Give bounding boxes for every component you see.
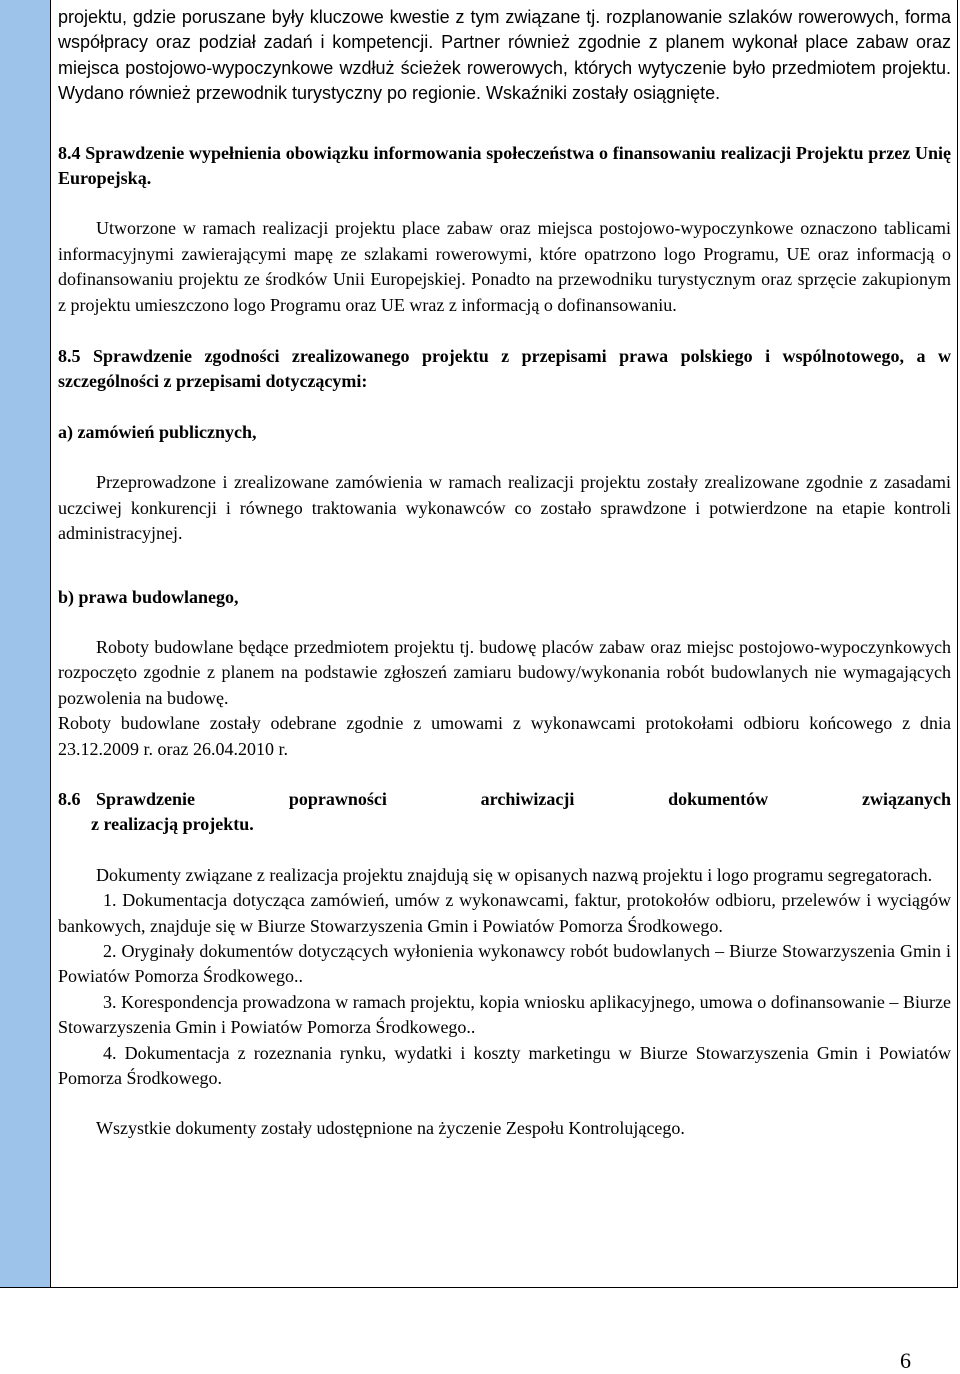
subsection-a-heading: a) zamówień publicznych,	[58, 421, 257, 442]
left-margin-bar	[0, 0, 51, 1287]
section-8-6-paragraph: Dokumenty związane z realizacja projektu znajdują się w opisanych nazwą projektu i logo programu segregatorach.	[96, 864, 933, 885]
section-8-4-text-b: Ponadto na przewodniku turystycznym oraz sprzęcie zakupionym z projektu umieszczono logo Programu oraz UE wraz z informacją o dofinansowaniu.	[58, 269, 951, 315]
document-list-item-3: 3. Korespondencja prowadzona w ramach projektu, kopia wniosku aplikacyjnego, umowa o dofinansowanie – Biurze Stowarzyszenia Gmin i Powiatów Pomorza Środkowego..	[58, 991, 951, 1038]
section-8-6-heading-row	[58, 787, 951, 812]
subsection-b-text-1: Roboty budowlane będące przedmiotem projektu tj. budowę placów zabaw oraz miejsc postojowo-wypoczynkowych rozpoczęto zgodnie z planem na podstawie zgłoszeń zamiaru budowy/wykonania robót budowlanych nie wymagających pozwolenia na budowę.	[58, 636, 951, 708]
section-8-4-heading: 8.4 Sprawdzenie wypełnienia obowiązku informowania społeczeństwa o finansowaniu realizacji Projektu przez Unię Europejską.	[58, 142, 951, 189]
document-list-item-2: 2. Oryginały dokumentów dotyczących wyłonienia wykonawcy robót budowlanych – Biurze Stowarzyszenia Gmin i Powiatów Pomorza Środkowego..	[58, 940, 951, 987]
section-8-6-heading	[58, 787, 951, 838]
subsection-a-text: Przeprowadzone i zrealizowane zamówienia w ramach realizacji projektu zostały zrealizowane zgodnie z zasadami uczciwej konkurencji i równego traktowania wykonawców co zostało sprawdzone i potwierdzone na etapie kontroli administracyjnej.	[58, 472, 951, 544]
document-list-item-1: 1. Dokumentacja dotycząca zamówień, umów z wykonawcami, faktur, protokołów odbioru, przelewów i wyciągów bankowych, znajduje się w Biurze Stowarzyszenia Gmin i Powiatów Pomorza Środkowego.	[58, 890, 951, 936]
section-8-4-text-a: Utworzone w ramach realizacji projektu place zabaw oraz miejsca postojowo-wypoczynkowe oznaczono tablicami informacyjnymi zawierającymi mapę ze szlakami rowerowymi, które opatrzono logo Programu, UE oraz informacją o dofinansowaniu projektu ze środków Unii Europejskiej.	[58, 218, 951, 290]
section-8-4-paragraph	[58, 216, 951, 318]
section-8-6-heading-line-2: z realizacją projektu.	[91, 814, 254, 835]
section-8-6-number: 8.6	[58, 788, 81, 809]
intro-paragraph: projektu, gdzie poruszane były kluczowe kwestie z tym związane tj. rozplanowanie szlaków rowerowych, forma współpracy oraz podział zadań i kompetencji. Partner również zgodnie z planem wykonał place zabaw oraz miejsca postojowo-wypoczynkowe wzdłuż ścieżek rowerowych, których wytyczenie było przedmiotem projektu. Wydano również przewodnik turystyczny po regionie. Wskaźniki zostały osiągnięte.	[58, 7, 951, 104]
document-list-item-4: 4. Dokumentacja z rozeznania rynku, wydatki i koszty marketingu w Biurze Stowarzyszenia Gmin i Powiatów Pomorza Środkowego.	[58, 1042, 951, 1088]
subsection-b-text-2: Roboty budowlane zostały odebrane zgodnie z umowami z wykonawcami protokołami odbioru końcowego z dnia 23.12.2009 r. oraz 26.04.2010 r.	[58, 713, 951, 759]
section-8-6-heading-line-1: Sprawdzenie poprawności archiwizacji dokumentów związanych	[96, 788, 951, 809]
section-8-5-heading: 8.5 Sprawdzenie zgodności zrealizowanego projektu z przepisami prawa polskiego i wspólnotowego, a w szczególności z przepisami dotyczącymi:	[58, 346, 951, 392]
subsection-b-heading: b) prawa budowlanego,	[58, 586, 239, 607]
page-number: 6	[900, 1348, 911, 1373]
closing-statement: Wszystkie dokumenty zostały udostępnione na życzenie Zespołu Kontrolującego.	[96, 1118, 685, 1139]
document-body	[58, 0, 951, 1142]
